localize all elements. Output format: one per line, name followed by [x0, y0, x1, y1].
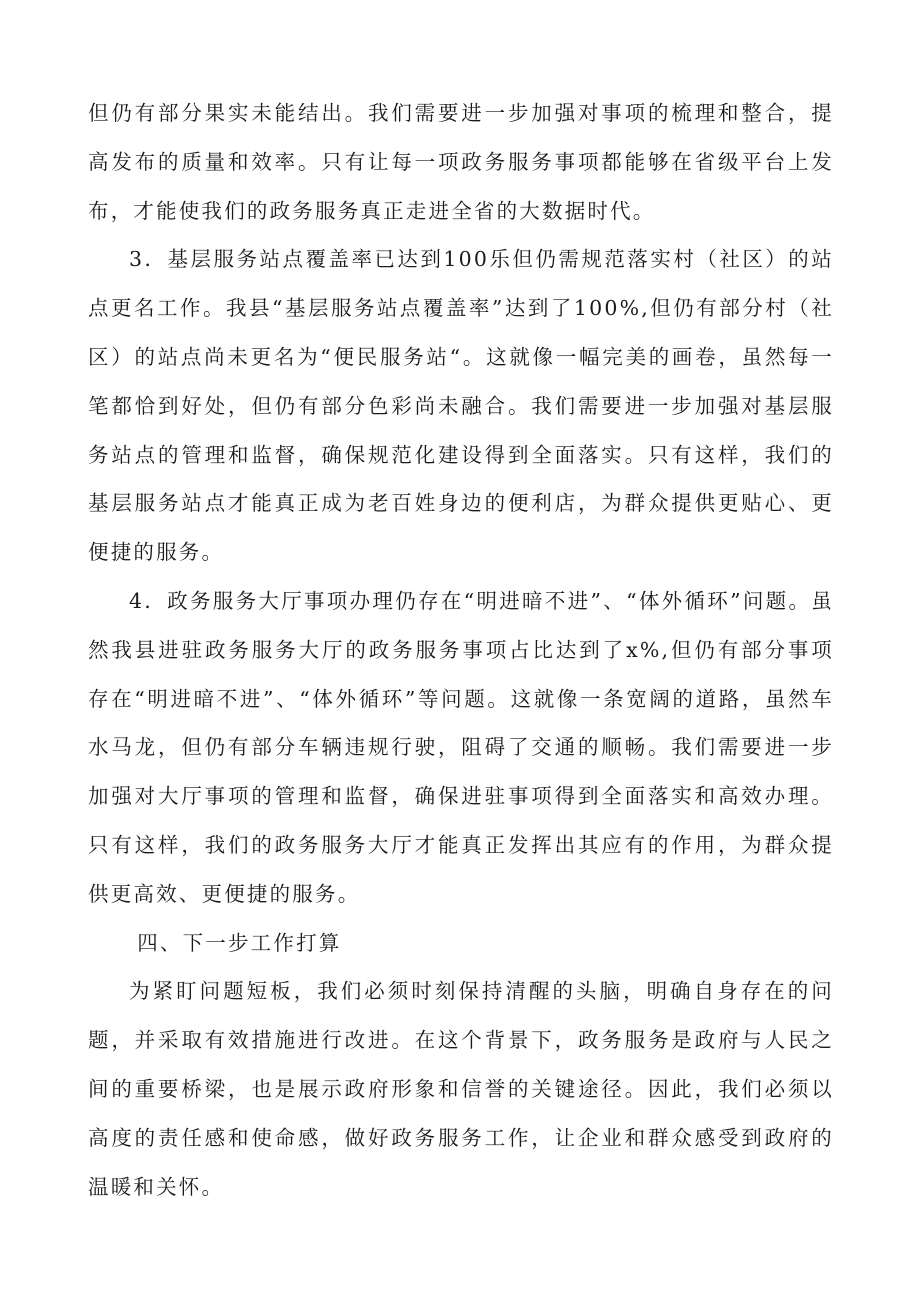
paragraph-continuation: 但仍有部分果实未能结出。我们需要进一步加强对事项的梳理和整合，提高发布的质量和效率。只有让每一项政务服务事项都能够在省级平台上发布，才能使我们的政务服务真正走进全省的大数据时代。 [88, 101, 834, 223]
paragraph-next-steps: 为紧盯问题短板，我们必须时刻保持清醒的头脑，明确自身存在的问题，并采取有效措施进行改进。在这个背景下，政务服务是政府与人民之间的重要桥梁，也是展示政府形象和信誉的关键途径。因此，我们必须以高度的责任感和使命感，做好政务服务工作，让企业和群众感受到政府的温暖和关怀。 [88, 979, 834, 1199]
paragraph-item-3: 3．基层服务站点覆盖率已达到100乐但仍需规范落实村（社区）的站点更名工作。我县“基层服务站点覆盖率”达到了100%,但仍有部分村（社区）的站点尚未更名为“便民服务站“。这就像一幅完美的画卷，虽然每一笔都恰到好处，但仍有部分色彩尚未融合。我们需要进一步加强对基层服务站点的管理和监督，确保规范化建设得到全面落实。只有这样，我们的基层服务站点才能真正成为老百姓身边的便利店，为群众提供更贴心、更便捷的服务。 [88, 247, 834, 565]
paragraph-item-4: 4．政务服务大厅事项办理仍存在“明进暗不进”、“体外循环”问题。虽然我县进驻政务服务大厅的政务服务事项占比达到了x%,但仍有部分事项存在“明进暗不进”、“体外循环”等问题。这就像一条宽阔的道路，虽然车水马龙，但仍有部分车辆违规行驶，阻碍了交通的顺畅。我们需要进一步加强对大厅事项的管理和监督，确保进驻事项得到全面落实和高效办理。只有这样，我们的政务服务大厅才能真正发挥出其应有的作用，为群众提供更高效、更便捷的服务。 [88, 588, 834, 906]
section-heading: 四、下一步工作打算 [137, 930, 342, 955]
document-body [88, 89, 834, 1211]
